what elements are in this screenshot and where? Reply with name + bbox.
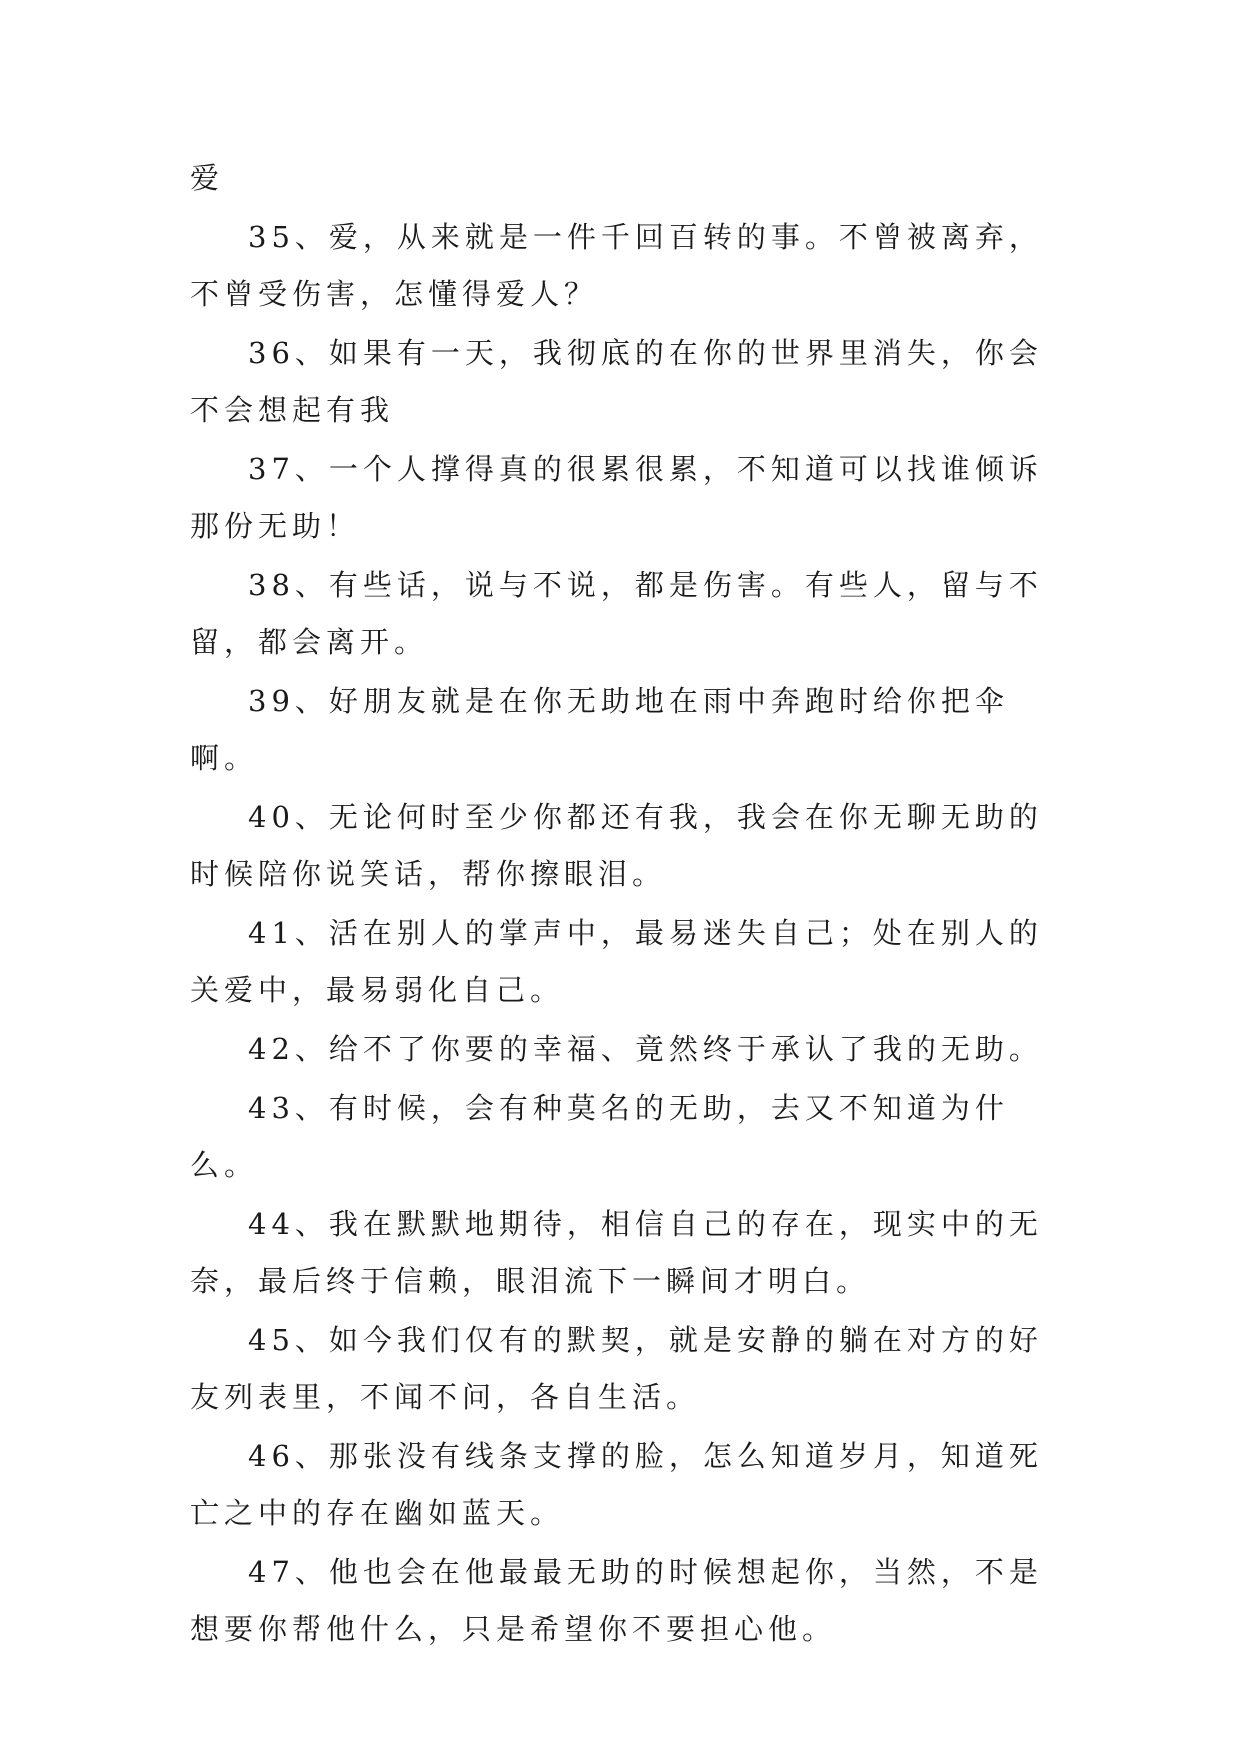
paragraph: 35、爱，从来就是一件千回百转的事。不曾被离弃，不曾受伤害，怎懂得爱人？ (190, 220, 1043, 311)
paragraph: 47、他也会在他最最无助的时候想起你，当然，不是想要你帮他什么，只是希望你不要担心他。 (190, 1555, 1043, 1646)
paragraph: 37、一个人撑得真的很累很累，不知道可以找谁倾诉那份无助！ (190, 452, 1043, 543)
paragraph: 38、有些话，说与不说，都是伤害。有些人，留与不留，都会离开。 (190, 568, 1043, 659)
paragraph: 42、给不了你要的幸福、竟然终于承认了我的无助。 (248, 1032, 1043, 1066)
paragraph: 46、那张没有线条支撑的脸，怎么知道岁月，知道死亡之中的存在幽如蓝天。 (190, 1439, 1043, 1530)
paragraph: 44、我在默默地期待，相信自己的存在，现实中的无奈，最后终于信赖，眼泪流下一瞬间才明白。 (190, 1207, 1043, 1298)
paragraph: 41、活在别人的掌声中，最易迷失自己；处在别人的关爱中，最易弱化自己。 (190, 916, 1043, 1007)
paragraph: 43、有时候，会有种莫名的无助，去又不知道为什么。 (190, 1091, 1009, 1182)
paragraph: 爱 (190, 161, 225, 195)
paragraph: 36、如果有一天，我彻底的在你的世界里消失，你会不会想起有我 (190, 336, 1043, 427)
paragraph: 40、无论何时至少你都还有我，我会在你无聊无助的时候陪你说笑话，帮你擦眼泪。 (190, 800, 1043, 891)
paragraph: 45、如今我们仅有的默契，就是安静的躺在对方的好友列表里，不闻不问，各自生活。 (190, 1323, 1043, 1414)
document-body (190, 150, 1050, 1660)
paragraph: 39、好朋友就是在你无助地在雨中奔跑时给你把伞啊。 (190, 684, 1009, 775)
